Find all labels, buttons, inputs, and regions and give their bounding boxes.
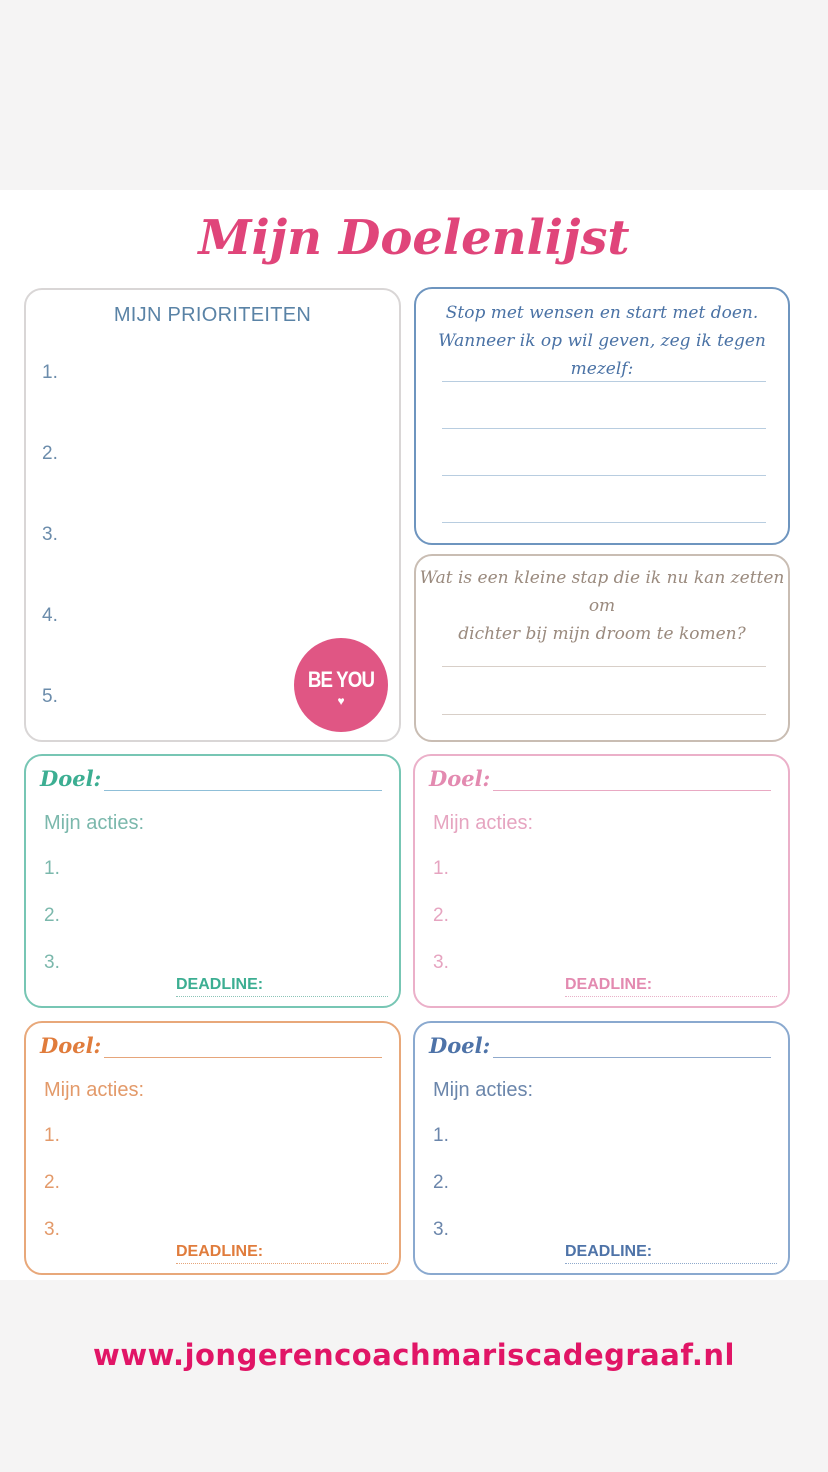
goal-input-line[interactable] xyxy=(493,1057,771,1058)
goal-label: Doel: xyxy=(40,1033,102,1058)
writing-line[interactable] xyxy=(442,522,766,523)
action-number: 2. xyxy=(433,905,449,926)
writing-line[interactable] xyxy=(442,666,766,667)
deadline-input-line[interactable] xyxy=(176,1263,388,1264)
quote-line: Wanneer ik op wil geven, zeg ik tegen mezelf: xyxy=(438,331,766,379)
actions-label: Mijn acties: xyxy=(433,812,534,834)
deadline-input-line[interactable] xyxy=(565,1263,777,1264)
action-number: 2. xyxy=(44,905,60,926)
be-you-badge xyxy=(294,638,388,732)
goal-card-3 xyxy=(24,1021,401,1275)
goal-input-line[interactable] xyxy=(104,790,382,791)
goal-input-line[interactable] xyxy=(104,1057,382,1058)
action-number: 3. xyxy=(433,1219,449,1240)
action-number: 2. xyxy=(433,1172,449,1193)
action-number: 1. xyxy=(44,1125,60,1146)
writing-line[interactable] xyxy=(442,381,766,382)
goal-card-4 xyxy=(413,1021,790,1275)
action-number: 2. xyxy=(44,1172,60,1193)
goal-label: Doel: xyxy=(40,766,102,791)
goal-card-2 xyxy=(413,754,790,1008)
priorities-box xyxy=(24,288,401,742)
quote-line: Wat is een kleine stap die ik nu kan zetten om xyxy=(419,568,785,616)
badge-text: BE YOU xyxy=(307,667,375,692)
goal-label: Doel: xyxy=(429,766,491,791)
deadline-label: DEADLINE: xyxy=(176,1243,264,1260)
quote-text xyxy=(416,299,788,383)
quote-box-stop-met-wensen xyxy=(414,287,790,545)
action-number: 3. xyxy=(44,1219,60,1240)
actions-label: Mijn acties: xyxy=(433,1079,534,1101)
quote-line: dichter bij mijn droom te komen? xyxy=(458,624,746,644)
action-number: 1. xyxy=(433,1125,449,1146)
deadline-input-line[interactable] xyxy=(565,996,777,997)
action-number: 3. xyxy=(44,952,60,973)
quote-text xyxy=(416,564,788,648)
page-title: Mijn Doelenlijst xyxy=(198,210,630,266)
deadline-label: DEADLINE: xyxy=(565,976,653,993)
goal-label: Doel: xyxy=(429,1033,491,1058)
priority-number: 5. xyxy=(42,686,58,707)
actions-label: Mijn acties: xyxy=(44,1079,145,1101)
actions-label: Mijn acties: xyxy=(44,812,145,834)
deadline-label: DEADLINE: xyxy=(176,976,264,993)
quote-line: Stop met wensen en start met doen. xyxy=(445,303,759,323)
priority-number: 4. xyxy=(42,605,58,626)
priority-number: 3. xyxy=(42,524,58,545)
website-url: www.jongerencoachmariscadegraaf.nl xyxy=(93,1338,735,1372)
deadline-label: DEADLINE: xyxy=(565,1243,653,1260)
heart-icon: ♥ xyxy=(337,694,345,708)
goal-card-1 xyxy=(24,754,401,1008)
worksheet xyxy=(0,190,828,1280)
action-number: 1. xyxy=(44,858,60,879)
writing-line[interactable] xyxy=(442,428,766,429)
writing-line[interactable] xyxy=(442,475,766,476)
action-number: 3. xyxy=(433,952,449,973)
priority-number: 1. xyxy=(42,362,58,383)
writing-line[interactable] xyxy=(442,714,766,715)
priority-number: 2. xyxy=(42,443,58,464)
priorities-heading: MIJN PRIORITEITEN xyxy=(113,304,312,326)
goal-input-line[interactable] xyxy=(493,790,771,791)
quote-box-kleine-stap xyxy=(414,554,790,742)
action-number: 1. xyxy=(433,858,449,879)
deadline-input-line[interactable] xyxy=(176,996,388,997)
